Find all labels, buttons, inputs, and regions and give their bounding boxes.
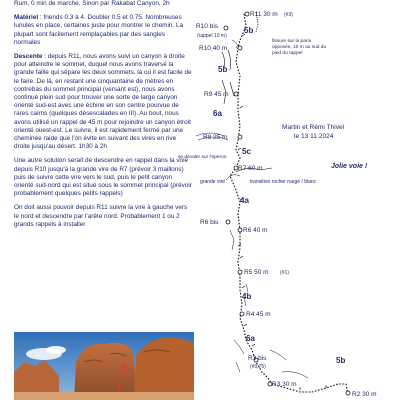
descente-label: Descente — [14, 53, 43, 61]
belay-r11-marker — [245, 12, 249, 16]
alternative-descent-1: Une autre solution serait de descendre en rappel dans la voie depuis R10 jusqu'à la grande vire de R7 (prévoir 3 maillons) puis de suivre cette vire vers le sud, puis le petit canyon orienté sud-nord qui est situé sous le sommet principal (prévoir probablement quelques petits rappels) — [14, 157, 192, 198]
note-grande-vire: grande vire — [200, 179, 226, 185]
belay-r3-label: R3 30 m — [272, 381, 297, 388]
grade-l8: 5c — [242, 147, 251, 156]
jolie-voie-note: Jolie voie ! — [331, 163, 368, 170]
belay-r4-marker — [240, 312, 244, 316]
descente-paragraph — [14, 53, 192, 151]
belay-r3bis-label: R3 bis — [248, 355, 267, 362]
belay-r4-label: R4 45 m — [246, 311, 271, 318]
belay-r6bis-marker — [226, 220, 230, 224]
grade-l5: 4b — [242, 292, 252, 301]
materiel-label: Matériel — [14, 14, 39, 22]
belay-r6-marker — [238, 228, 242, 232]
note-transition: transition rocher rougé / blanc — [250, 179, 317, 185]
belay-r9-label: R9 45 m — [204, 91, 229, 98]
belay-r10-marker — [238, 46, 242, 50]
belay-r9-marker — [234, 92, 238, 96]
materiel-text: : friends 0.3 à 4. Doubler 0.5 et 0.75. Nombreuses lunules en place, certaines juste pour montrer le chemin. La plupart sont facilement remplaçables par des sangles normales — [14, 14, 184, 46]
belay-r6-label: R6 40 m — [243, 227, 268, 234]
belay-r6bis-label: R6 bis — [200, 219, 219, 226]
belay-r2-marker — [346, 391, 350, 395]
belay-r8-marker — [238, 135, 242, 139]
belay-r11-note: (#3) — [284, 12, 293, 18]
belay-r10bis-label: R10 bis — [196, 23, 219, 30]
belay-r3bis-note: (#0,75) — [250, 364, 266, 370]
note-fissure: fissure sur la paroi opposée, 10 m au sud du pied du rappel — [272, 39, 327, 56]
belay-r10-label: R10 40 m — [199, 45, 228, 52]
descente-text: : depuis R11, nous avons suivi un canyon à droite pour atteindre le sommet, duquel nous avons traversé la grande faille qui sépare les deux sommets, là où il est facile de le faire. De là, en restant une cinquantaine de mètres en contrebas du sommet principal (versant est), nous avons continué plein sud pour trouver une sorte de large canyon orienté sud-est avec une échine en son centre pourvue de rares cairns (quelques désescalades en III). Au bout, nous avons utilisé un rappel de 45 m pour rejoindre un canyon étroit orienté ouest-est. Le suivre, il est rapidement fermé par une cheminée raide que l'on évite en suivant des vires en rive droite jusqu'au désert. 1h30 à 2h — [14, 53, 192, 151]
grade-l4: 6a — [246, 334, 255, 343]
belay-r7-label: R7 60 m — [238, 165, 263, 172]
belay-r5-label: R5 50 m — [244, 269, 269, 276]
belay-r10bis-note: (rappel 10 m) — [197, 33, 227, 39]
belay-r11-label: R11 30 m — [250, 11, 278, 18]
grade-l7: 4a — [240, 196, 249, 205]
grade-l11: 5b — [244, 26, 254, 35]
route-topo — [170, 0, 400, 400]
alternative-descent-2: On doit aussi pouvoir depuis R11 suivre la vire à gauche vers le nord et descendre par l'arête nord. Probablement 1 ou 2 grands rappels à installer — [14, 204, 188, 228]
belay-r5-note: (#1) — [280, 270, 289, 276]
credit-date: le 13 11 2024 — [294, 133, 334, 140]
credit-authors: Martin et Rémi Thivel — [282, 124, 345, 131]
materiel-paragraph — [14, 14, 192, 47]
canyon-photo — [14, 332, 194, 400]
approach-text: Rum, 0 min de marche. Sinon par Rakabat Canyon, 2h — [14, 0, 170, 7]
grade-l9: 6a — [213, 109, 222, 118]
belay-r5-marker — [238, 270, 242, 274]
belay-r2-label: R2 30 m — [352, 391, 377, 398]
note-decaler: se décaler sur l'éperon — [178, 155, 227, 160]
text-column — [14, 0, 192, 235]
grade-l10: 5b — [218, 65, 228, 74]
belay-r10bis-marker — [224, 26, 228, 30]
grade-l2: 5b — [336, 356, 346, 365]
belay-r8-label: R8 25 m — [203, 134, 228, 141]
